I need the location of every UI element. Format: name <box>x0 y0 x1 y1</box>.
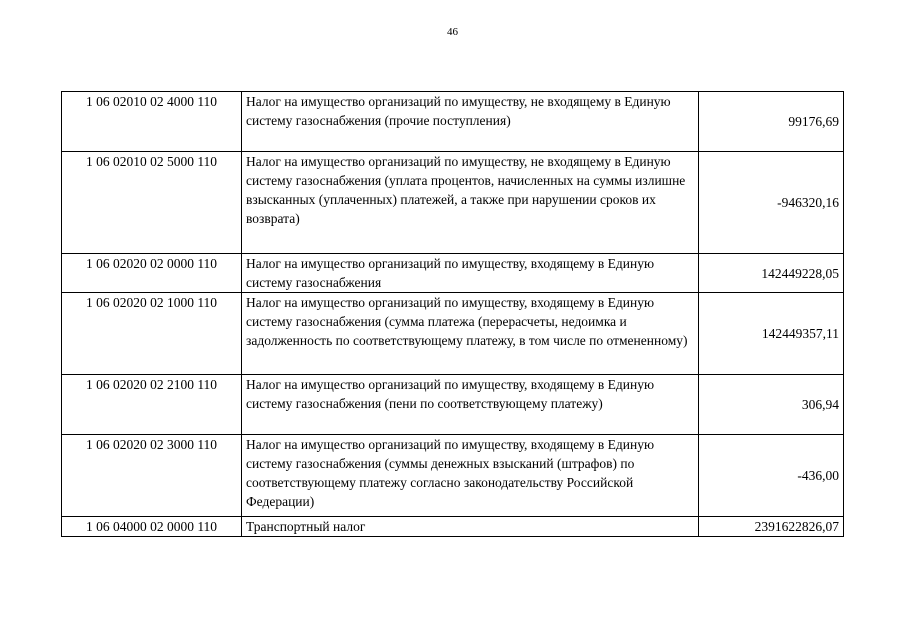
revenue-name-cell: Налог на имущество организаций по имуществу, входящему в Единую систему газоснабжения (суммы денежных взысканий (штрафов) по соответствующему платежу согласно законодательству Российской Федерации) <box>242 435 699 517</box>
table-row <box>62 375 844 435</box>
revenue-name-cell: Налог на имущество организаций по имуществу, входящему в Единую систему газоснабжения (пени по соответствующему платежу) <box>242 375 699 435</box>
amount-cell: 306,94 <box>699 375 844 435</box>
revenue-name-cell: Налог на имущество организаций по имуществу, входящему в Единую систему газоснабжения (сумма платежа (перерасчеты, недоимка и задолженность по соответствующему платежу, в том числе по отмененному) <box>242 293 699 375</box>
amount-cell: -436,00 <box>699 435 844 517</box>
budget-code-cell: 1 06 02010 02 4000 110 <box>62 92 242 152</box>
budget-code-cell: 1 06 02020 02 3000 110 <box>62 435 242 517</box>
page-number: 46 <box>447 26 458 38</box>
budget-code-cell: 1 06 04000 02 0000 110 <box>62 517 242 537</box>
table-row <box>62 152 844 254</box>
revenue-name-cell: Транспортный налог <box>242 517 699 537</box>
revenue-name-cell: Налог на имущество организаций по имуществу, не входящему в Единую систему газоснабжения (уплата процентов, начисленных на суммы излишне взысканных (уплаченных) платежей, а также при нарушении сроков их возврата) <box>242 152 699 254</box>
amount-cell: -946320,16 <box>699 152 844 254</box>
revenue-name-cell: Налог на имущество организаций по имуществу, не входящему в Единую систему газоснабжения (прочие поступления) <box>242 92 699 152</box>
amount-cell: 142449228,05 <box>699 254 844 293</box>
amount-cell: 99176,69 <box>699 92 844 152</box>
amount-cell: 2391622826,07 <box>699 517 844 537</box>
table-row <box>62 517 844 537</box>
table-row <box>62 254 844 293</box>
budget-revenue-table <box>61 91 844 537</box>
budget-code-cell: 1 06 02020 02 0000 110 <box>62 254 242 293</box>
amount-cell: 142449357,11 <box>699 293 844 375</box>
revenue-name-cell: Налог на имущество организаций по имуществу, входящему в Единую систему газоснабжения <box>242 254 699 293</box>
table-row <box>62 435 844 517</box>
budget-code-cell: 1 06 02020 02 2100 110 <box>62 375 242 435</box>
table-row <box>62 293 844 375</box>
budget-code-cell: 1 06 02020 02 1000 110 <box>62 293 242 375</box>
budget-code-cell: 1 06 02010 02 5000 110 <box>62 152 242 254</box>
table-row <box>62 92 844 152</box>
